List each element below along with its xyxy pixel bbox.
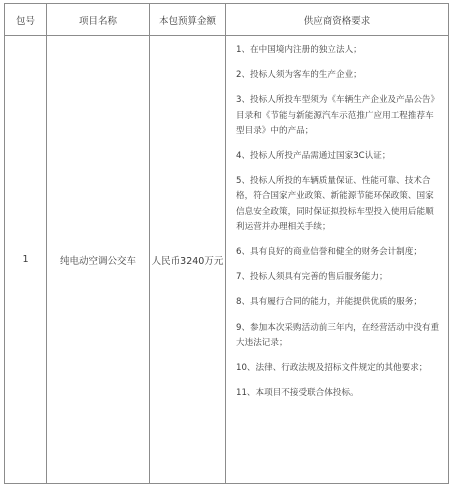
requirements-table xyxy=(4,3,449,484)
header-requirements: 供应商资格要求 xyxy=(226,4,449,36)
requirement-item: 7、投标人须具有完善的售后服务能力； xyxy=(236,272,388,283)
requirement-item: 9、参加本次采购活动前三年内，在经营活动中没有重大违法记录； xyxy=(236,322,440,348)
requirement-item: 10、法律、行政法规及招标文件规定的其他要求； xyxy=(236,363,428,374)
requirement-item: 6、具有良好的商业信誉和健全的财务会计制度； xyxy=(236,247,422,258)
header-project-name: 项目名称 xyxy=(47,4,150,36)
header-row xyxy=(5,4,449,36)
requirement-item: 2、投标人须为客车的生产企业； xyxy=(236,70,362,81)
cell-budget: 人民币3240万元 xyxy=(150,36,226,484)
cell-project-name: 纯电动空调公交车 xyxy=(47,36,150,484)
header-package-no: 包号 xyxy=(5,4,47,36)
requirement-item: 11、本项目不接受联合体投标。 xyxy=(236,388,359,399)
header-budget: 本包预算金额 xyxy=(150,4,226,36)
cell-package-no: 1 xyxy=(5,36,47,484)
requirement-item: 1、在中国境内注册的独立法人； xyxy=(236,45,362,55)
table-row xyxy=(5,36,449,484)
requirement-item: 8、具有履行合同的能力，并能提供优质的服务； xyxy=(236,297,422,308)
requirement-item: 4、投标人所投产品需通过国家3C认证； xyxy=(236,151,391,162)
requirement-item: 3、投标人所投车型须为《车辆生产企业及产品公告》目录和《节能与新能源汽车示范推广应用工程推荐车型目录》中的产品； xyxy=(236,95,440,136)
cell-requirements xyxy=(226,36,449,484)
requirement-item: 5、投标人所投的车辆质量保证、性能可靠、技术合格，符合国家产业政策、新能源节能环保政策、国家信息安全政策，同时保证拟投标车型投入使用后能顺利运营并办理相关手续； xyxy=(236,176,434,232)
requirements-list xyxy=(236,43,440,401)
